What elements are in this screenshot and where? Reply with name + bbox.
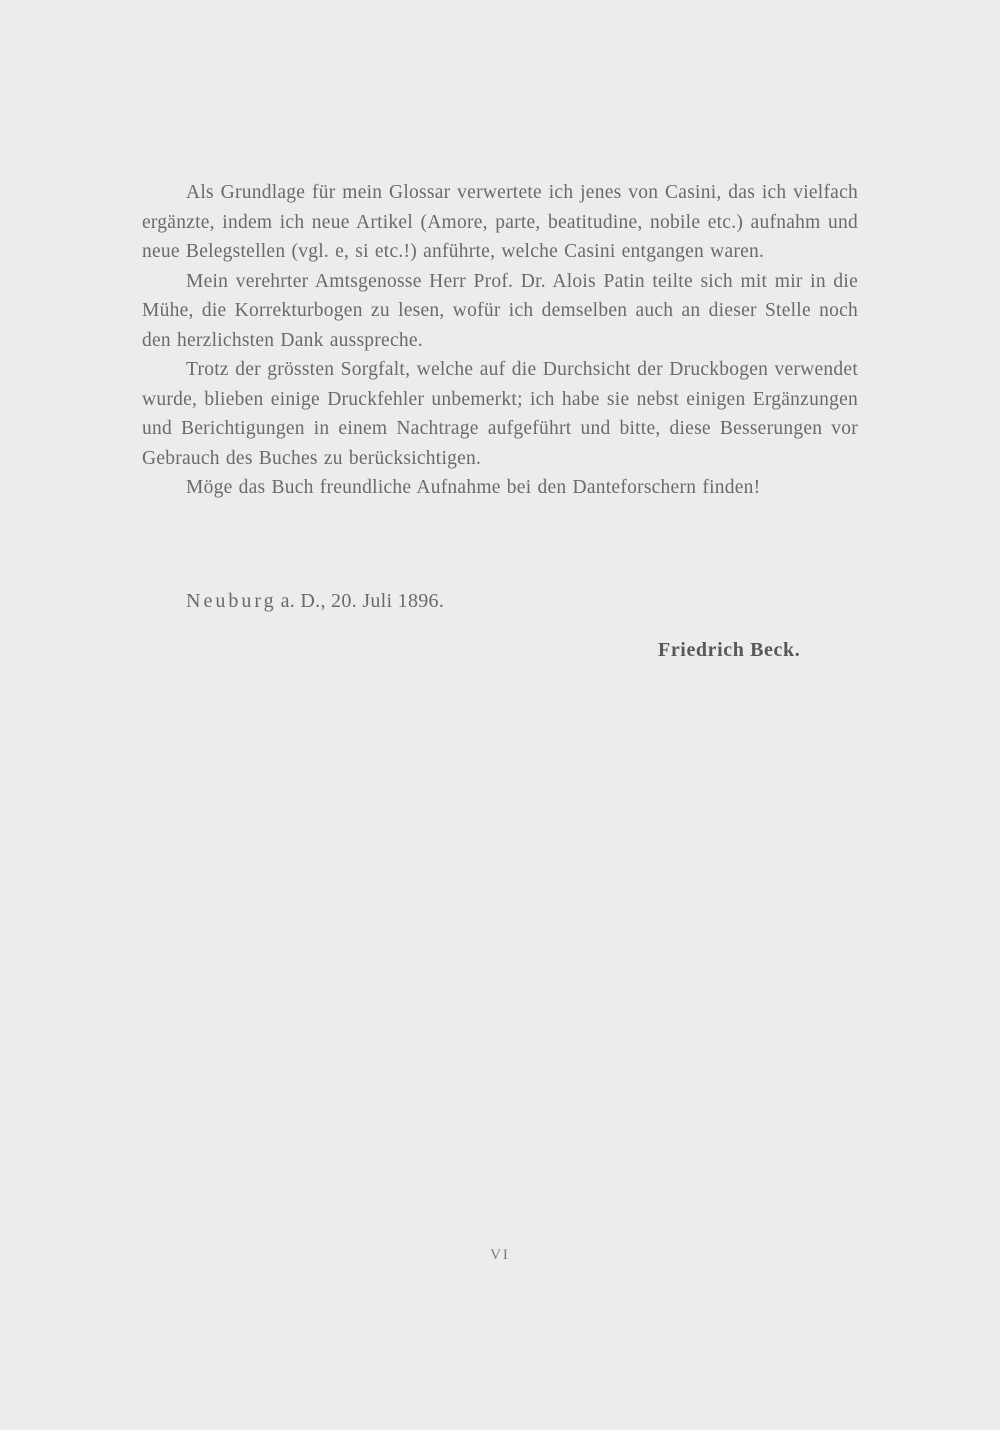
page-number: VI <box>490 1247 510 1263</box>
place-date-line <box>186 586 444 616</box>
paragraph-thanks: Mein verehrter Amtsgenosse Herr Prof. Dr. Alois Patin teilte sich mit mir in die Mühe, die Korrekturbogen zu lesen, wofür ich demselben auch an dieser Stelle noch den herzlichsten Dank ausspreche. <box>142 270 858 351</box>
paragraph-closing: Möge das Buch freundliche Aufnahme bei den Danteforschern finden! <box>186 477 761 498</box>
preface-body <box>142 178 858 503</box>
place-name: Neuburg <box>186 590 277 612</box>
paragraph-errata: Trotz der grössten Sorgfalt, welche auf die Durchsicht der Druckbogen verwendet wurde, blieben einige Druckfehler unbemerkt; ich habe sie nebst einigen Ergänzungen und Berichtigungen in einem Nachtrage aufgeführt und bitte, diese Besserungen vor Gebrauch des Buches zu berücksichtigen. <box>142 359 858 469</box>
paragraph-glossary: Als Grundlage für mein Glossar verwertete ich jenes von Casini, das ich vielfach ergänzte, indem ich neue Artikel (Amore, parte, beatitudine, nobile etc.) aufnahm und neue Belegstellen (vgl. e, si etc.!) anführte, welche Casini entgangen waren. <box>142 182 858 262</box>
author-signature: Friedrich Beck. <box>658 639 801 661</box>
date-text: a. D., 20. Juli 1896. <box>280 590 445 612</box>
